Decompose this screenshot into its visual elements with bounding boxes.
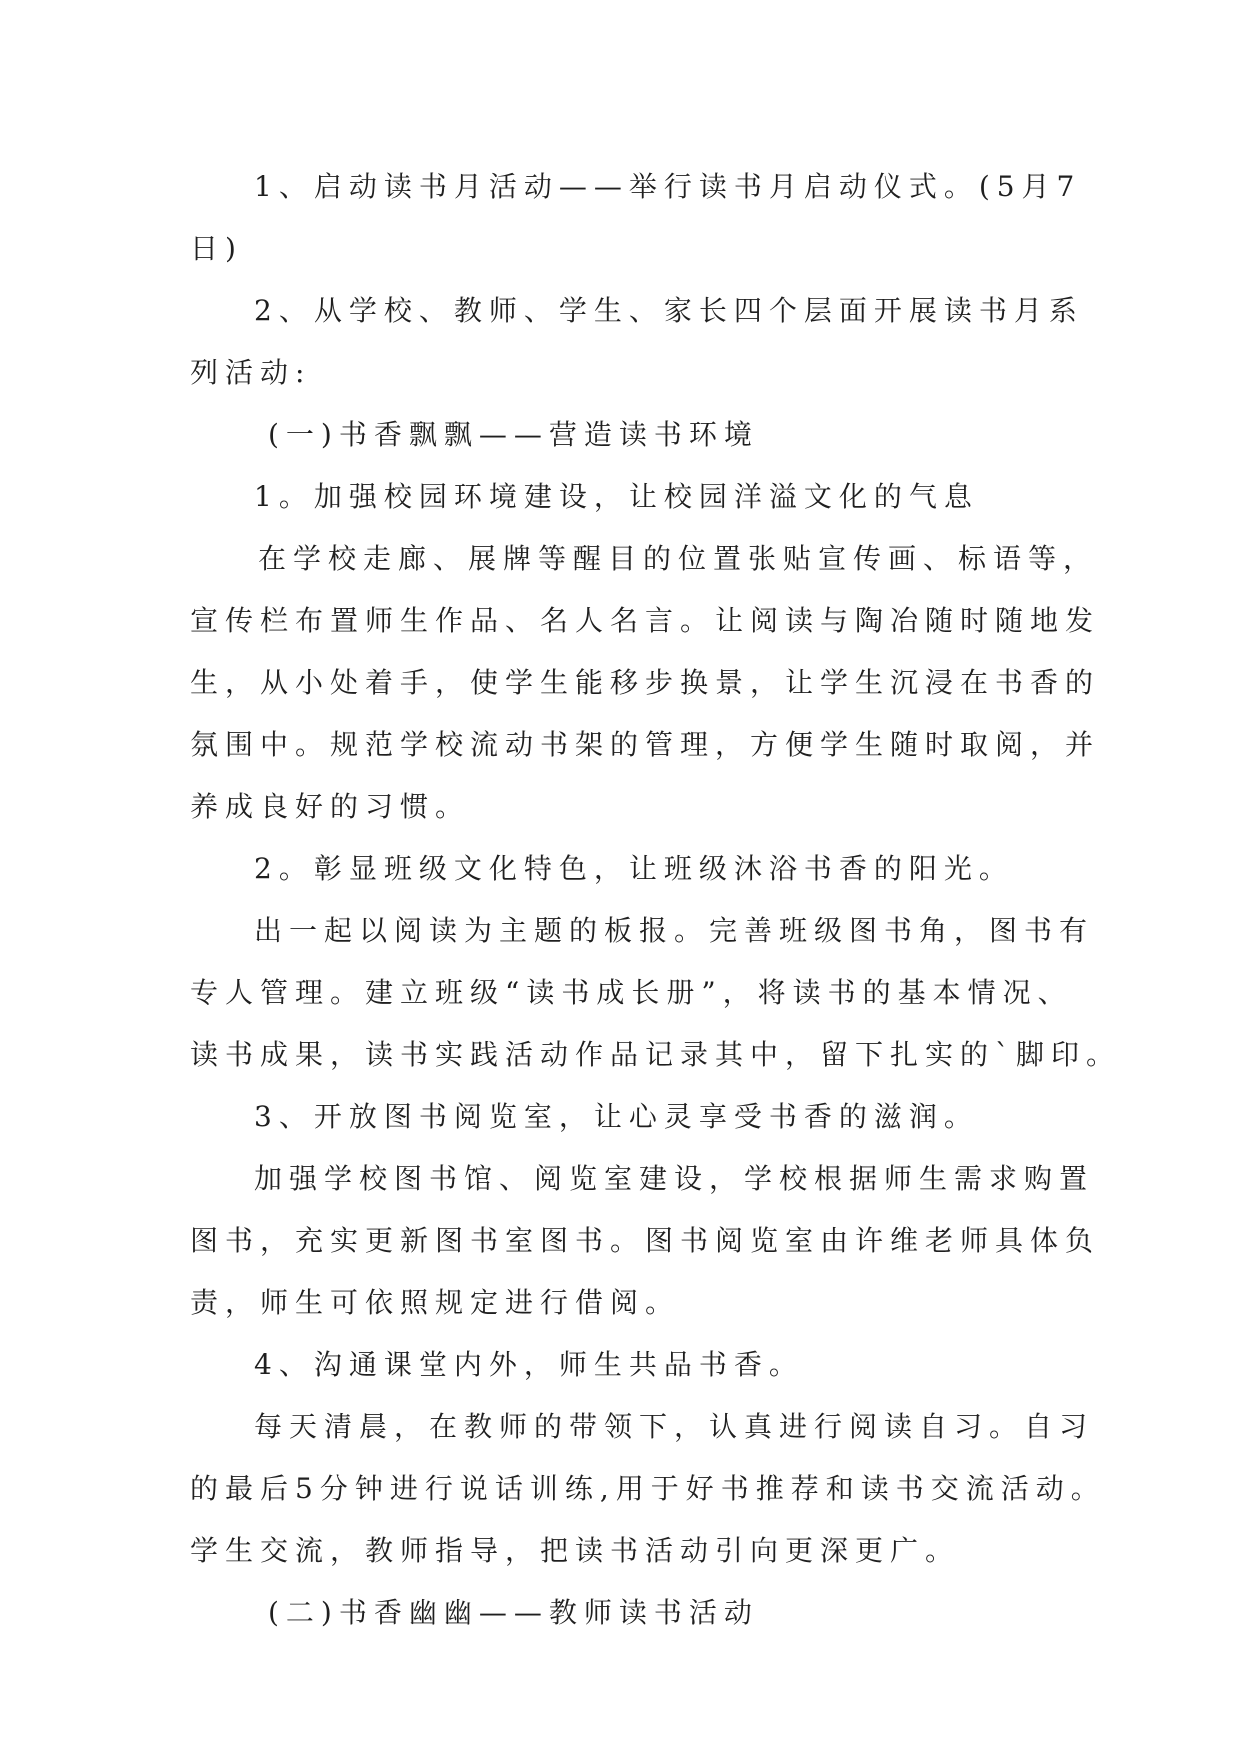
paragraph-line: 加强学校图书馆、阅览室建设，学校根据师生需求购置 [254, 1162, 1095, 1195]
subheading: 2。彰显班级文化特色，让班级沐浴书香的阳光。 [254, 852, 1014, 885]
section-heading: (一)书香飘飘——营造读书环境 [268, 418, 759, 451]
paragraph-line: 每天清晨，在教师的带领下，认真进行阅读自习。自习 [254, 1410, 1095, 1443]
paragraph-line: 图书，充实更新图书室图书。图书阅览室由许维老师具体负 [190, 1224, 1101, 1257]
paragraph-line: 养成良好的习惯。 [190, 790, 471, 823]
paragraph-line: 宣传栏布置师生作品、名人名言。让阅读与陶冶随时随地发 [190, 604, 1101, 637]
paragraph-line: 专人管理。建立班级“读书成长册”，将读书的基本情况、 [190, 976, 1073, 1009]
paragraph-line: 2、从学校、教师、学生、家长四个层面开展读书月系 [254, 294, 1084, 327]
paragraph-line: 学生交流，教师指导，把读书活动引向更深更广。 [190, 1534, 961, 1567]
paragraph-line: 出一起以阅读为主题的板报。完善班级图书角，图书有 [254, 914, 1095, 947]
subheading: 4、沟通课堂内外，师生共品书香。 [254, 1348, 804, 1381]
paragraph-line: 日) [190, 232, 243, 265]
paragraph-line: 在学校走廊、展牌等醒目的位置张贴宣传画、标语等， [258, 542, 1099, 575]
paragraph-line: 的最后5分钟进行说话训练,用于好书推荐和读书交流活动。 [190, 1472, 1106, 1505]
section-heading: (二)书香幽幽——教师读书活动 [268, 1596, 759, 1629]
paragraph-line: 列活动: [190, 356, 312, 389]
paragraph-line: 1、启动读书月活动——举行读书月启动仪式。(5月7 [254, 170, 1082, 203]
document-body [190, 156, 1122, 1644]
paragraph-line: 责，师生可依照规定进行借阅。 [190, 1286, 681, 1319]
paragraph-line: 氛围中。规范学校流动书架的管理，方便学生随时取阅，并 [190, 728, 1101, 761]
paragraph-line: 生，从小处着手，使学生能移步换景，让学生沉浸在书香的 [190, 666, 1101, 699]
paragraph-line: 读书成果，读书实践活动作品记录其中，留下扎实的`脚印。 [190, 1038, 1122, 1071]
subheading: 3、开放图书阅览室，让心灵享受书香的滋润。 [254, 1100, 979, 1133]
subheading: 1。加强校园环境建设，让校园洋溢文化的气息 [254, 480, 979, 513]
